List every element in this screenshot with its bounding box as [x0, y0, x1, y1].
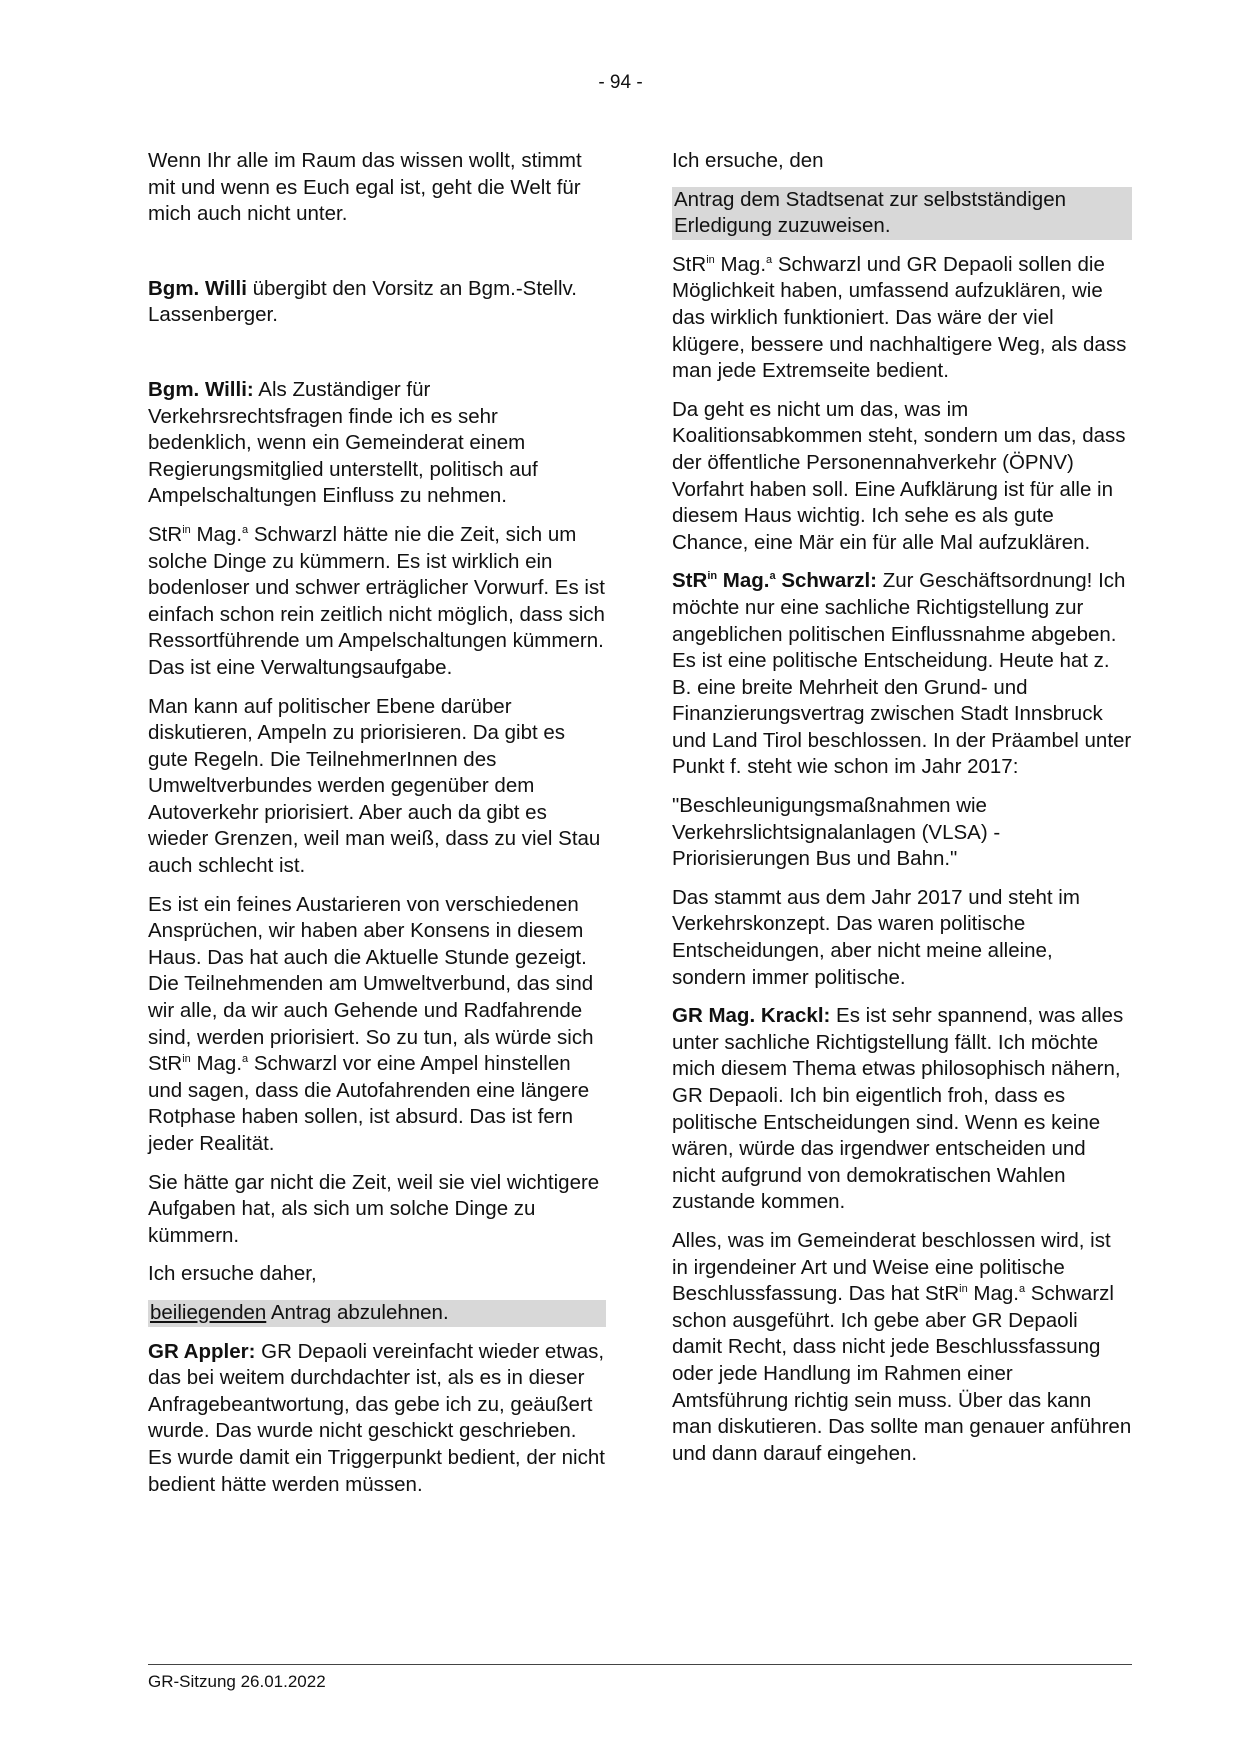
superscript: in	[959, 1283, 968, 1296]
speaker-name: GR Appler:	[148, 1339, 256, 1363]
paragraph-text: Antrag abzulehnen.	[266, 1300, 449, 1324]
paragraph-text: Zur Geschäftsordnung! Ich möchte nur eine sachliche Richtigstellung zur angeblichen politischen Einflussnahme abgeben. Es ist eine politische Entscheidung. Heute hat z. B. eine breite Mehrheit den Grund- und Finanzierungsvertrag zwischen Stadt Innsbruck und Land Tirol beschlossen. In der Präambel unter Punkt f. steht wie schon im Jahr 2017:	[672, 569, 1132, 779]
footer-text: GR-Sitzung 26.01.2022	[148, 1672, 326, 1691]
speaker-surname: Schwarzl:	[775, 569, 878, 593]
paragraph	[672, 252, 1132, 385]
title-text: StR	[148, 1052, 183, 1076]
superscript: a	[242, 1053, 249, 1066]
paragraph	[148, 522, 606, 682]
paragraph-text: übergibt den Vorsitz an Bgm.-Stellv. Lassenberger.	[148, 276, 577, 327]
paragraph-text: Es ist sehr spannend, was alles unter sachliche Richtigstellung fällt. Ich möchte mich diesem Thema etwas philosophisch nähern, GR Depaoli. Ich bin eigentlich froh, dass es politische Entscheidungen sind. Wenn es keine wären, würde das irgendwer entscheiden und nicht aufgrund von demokratischen Wahlen zustande kommen.	[672, 1004, 1124, 1214]
superscript: in	[182, 523, 191, 536]
paragraph-text: Schwarzl vor eine Ampel hinstellen und sagen, dass die Autofahrenden eine längere Rotphase haben sollen, ist absurd. Das ist fern jeder Realität.	[148, 1052, 590, 1155]
paragraph: Ich ersuche daher,	[148, 1262, 317, 1286]
superscript: a	[1018, 1283, 1026, 1296]
paragraph	[148, 1339, 606, 1499]
paragraph-text: GR Depaoli vereinfacht wieder etwas, das bei weitem durchdachter ist, als es in dieser Anfragebeantwortung, das gebe ich zu, geäußert wurde. Das wurde nicht geschickt geschrieben. Es wurde damit ein Triggerpunkt bedient, der nicht bedient hätte werden müssen.	[148, 1339, 605, 1496]
title-text: StR	[672, 252, 707, 276]
page-number: - 94 -	[598, 72, 643, 93]
paragraph-text: Schwarzl hätte nie die Zeit, sich um solche Dinge zu kümmern. Es ist wirklich ein bodenloser und schwer erträglicher Vorwurf. Es ist einfach schon rein zeitlich nicht möglich, dass sich Ressortführende um Ampelschaltungen kümmern. Das ist eine Verwaltungsaufgabe.	[148, 522, 605, 679]
highlighted-motion: Antrag dem Stadtsenat zur selbstständigen Erledigung zuzuweisen.	[672, 187, 1132, 240]
paragraph: Das stammt aus dem Jahr 2017 und steht im Verkehrskonzept. Das waren politische Entscheidungen, aber nicht meine alleine, sondern immer politische.	[672, 885, 1080, 989]
superscript: in	[706, 253, 715, 266]
highlighted-motion	[148, 1300, 606, 1327]
paragraph	[672, 1228, 1132, 1467]
footer-divider	[148, 1664, 1132, 1665]
title-text: Mag.	[714, 252, 767, 276]
speaker-name: Bgm. Willi:	[148, 377, 254, 401]
paragraph-text: Schwarzl schon ausgeführt. Ich gebe aber GR Depaoli damit Recht, dass nicht jede Beschlussfassung oder jede Handlung im Rahmen einer Amtsführung richtig sein muss. Über das kann man diskutieren. Das sollte man genauer anführen und dann darauf eingehen.	[672, 1282, 1132, 1465]
title-text: StR	[672, 569, 708, 593]
superscript: a	[769, 570, 776, 583]
paragraph: Sie hätte gar nicht die Zeit, weil sie viel wichtigere Aufgaben hat, als sich um solche Dinge zu kümmern.	[148, 1170, 600, 1247]
superscript: in	[182, 1053, 191, 1066]
paragraph-text: Als Zuständiger für Verkehrsrechtsfragen finde ich es sehr bedenklich, wenn ein Gemeinderat einem Regierungsmitglied unterstellt, politisch auf Ampelschaltungen Einfluss zu nehmen.	[148, 377, 538, 508]
title-text: Mag.	[717, 569, 770, 593]
superscript: in	[707, 570, 718, 583]
right-column	[672, 148, 1132, 1479]
paragraph-text: Alles, was im Gemeinderat beschlossen wird, ist in irgendeiner Art und Weise eine politische Beschlussfassung. Das hat StR	[672, 1228, 1111, 1306]
left-column	[148, 148, 606, 1510]
superscript: a	[242, 523, 249, 536]
paragraph: Da geht es nicht um das, was im Koalitionsabkommen steht, sondern um das, dass der öffentliche Personennahverkehr (ÖPNV) Vorfahrt haben soll. Eine Aufklärung ist für alle in diesem Haus wichtig. Ich sehe es als gute Chance, eine Mär ein für alle Mal aufzuklären.	[672, 397, 1126, 554]
title-text: StR	[148, 522, 183, 546]
paragraph	[672, 1003, 1132, 1216]
title-text: Mag.	[190, 1052, 243, 1076]
superscript: a	[766, 253, 773, 266]
paragraph: "Beschleunigungsmaßnahmen wie Verkehrslichtsignalanlagen (VLSA) -Priorisierungen Bus und Bahn."	[672, 794, 1001, 871]
speaker-name: GR Mag. Krackl:	[672, 1004, 831, 1028]
speaker-name: Bgm. Willi	[148, 276, 247, 300]
title-text: Mag.	[190, 522, 243, 546]
paragraph	[148, 892, 606, 1158]
paragraph-text: Schwarzl und GR Depaoli sollen die Möglichkeit haben, umfassend aufzuklären, wie das wirklich funktioniert. Das wäre der viel klügere, bessere und nachhaltigere Weg, als dass man jede Extremseite bedient.	[672, 252, 1127, 383]
title-text: Mag.	[967, 1282, 1019, 1306]
speaker-name	[672, 569, 877, 592]
paragraph	[148, 276, 606, 329]
paragraph	[672, 568, 1132, 781]
paragraph	[148, 377, 606, 510]
paragraph: Ich ersuche, den	[672, 149, 824, 172]
paragraph: Wenn Ihr alle im Raum das wissen wollt, stimmt mit und wenn es Euch egal ist, geht die Welt für mich auch nicht unter.	[148, 149, 582, 226]
paragraph-text: Es ist ein feines Austarieren von verschiedenen Ansprüchen, wir haben aber Konsens in diesem Haus. Das hat auch die Aktuelle Stunde gezeigt. Die Teilnehmenden am Umweltverbund, das sind wir alle, da wir auch Gehende und Radfahrende sind, werden priorisiert. So zu tun, als würde sich	[148, 892, 594, 1049]
paragraph: Man kann auf politischer Ebene darüber diskutieren, Ampeln zu priorisieren. Da gibt es gute Regeln. Die TeilnehmerInnen des Umweltverbundes werden gegenüber dem Autoverkehr priorisiert. Aber auch da gibt es wieder Grenzen, weil man weiß, dass zu viel Stau auch schlecht ist.	[148, 694, 601, 878]
underlined-text: beiliegenden	[150, 1300, 267, 1324]
